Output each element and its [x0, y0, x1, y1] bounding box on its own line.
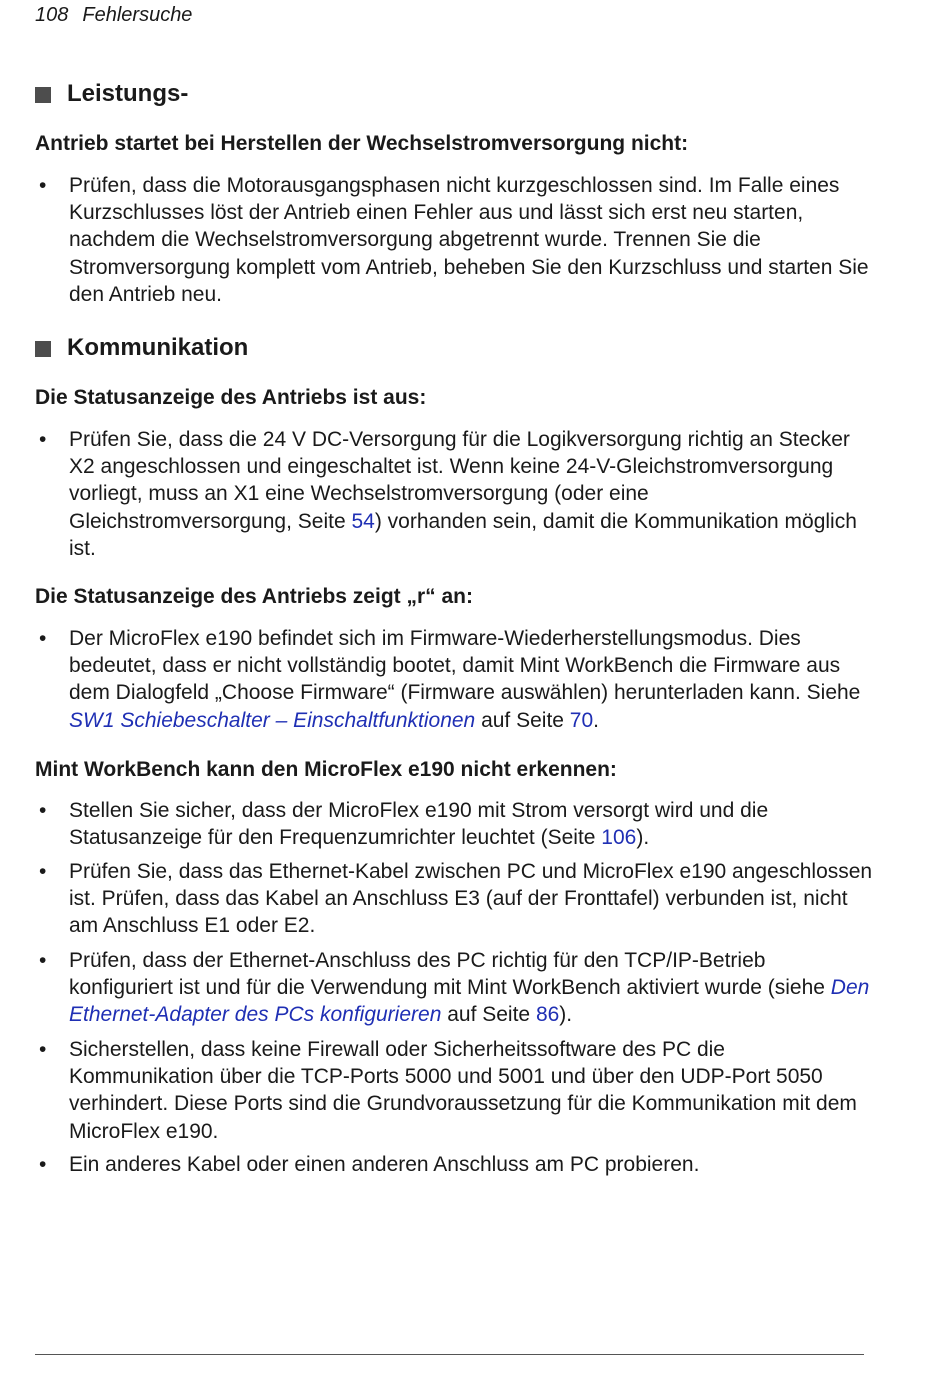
cross-reference-link[interactable]: SW1 Schiebeschalter – Einschaltfunktionen [69, 708, 476, 732]
bullet-icon: • [39, 1153, 47, 1176]
chapter-title: Fehlersuche [82, 4, 193, 26]
section-title: Kommunikation [67, 334, 249, 361]
issue-heading: Mint WorkBench kann den MicroFlex e190 nicht erkennen: [35, 758, 617, 781]
list-item [35, 426, 875, 562]
square-bullet-icon [35, 87, 51, 103]
issue-heading: Die Statusanzeige des Antriebs ist aus: [35, 386, 427, 409]
list-item [35, 858, 875, 940]
list-item [35, 947, 875, 1029]
list-item [35, 1151, 875, 1178]
list-item-text: Sicherstellen, dass keine Firewall oder Sicherheitssoftware des PC die Kommunikation über die TCP-Ports 5000 und 5001 und über den UDP-Port 5050 verhindert. Diese Ports sind die Grundvoraussetzung für die Kommunikation mit dem MicroFlex e190. [69, 1038, 857, 1143]
bullet-icon: • [39, 860, 47, 883]
section-heading-communication [35, 334, 248, 362]
page-number: 108 [35, 4, 69, 26]
list-item-text: Prüfen Sie, dass das Ethernet-Kabel zwischen PC und MicroFlex e190 angeschlossen ist. Prüfen, dass das Kabel an Anschluss E3 (auf der Fronttafel) verbunden ist, nicht am Anschluss E1 oder E2. [69, 860, 873, 938]
list-item-text: Stellen Sie sicher, dass der MicroFlex e190 mit Strom versorgt wird und die Statusanzeige für den Frequenzumrichter leuchtet (Seite 106). [69, 799, 769, 850]
bullet-icon: • [39, 627, 47, 650]
list-item-text: Prüfen Sie, dass die 24 V DC-Versorgung für die Logikversorgung richtig an Stecker X2 angeschlossen und eingeschaltet ist. Wenn keine 24-V-Gleichstromversorgung vorliegt, muss an X1 eine Wechselstromversorgung (oder eine Gleichstromversorgung, Seite 54) vorhanden sein, damit die Kommunikation möglich ist. [69, 428, 857, 560]
bullet-icon: • [39, 799, 47, 822]
page-link-70[interactable]: 70 [569, 708, 594, 732]
list-item-text: Der MicroFlex e190 befindet sich im Firmware-Wiederherstellungsmodus. Dies bedeutet, dass er nicht vollständig bootet, damit Mint WorkBench die Firmware aus dem Dialogfeld „Choose Firmware“ (Firmware auswählen) herunterladen kann. Siehe SW1 Schiebeschalter – Einschaltfunktionen auf Seite 70. [69, 627, 861, 732]
issue-heading: Die Statusanzeige des Antriebs zeigt „r“ an: [35, 585, 473, 608]
page-link-106[interactable]: 106 [601, 826, 637, 850]
list-item-text: Ein anderes Kabel oder einen anderen Anschluss am PC probieren. [69, 1153, 700, 1176]
list-item [35, 172, 875, 308]
list-item [35, 797, 875, 851]
list-item-text: Prüfen, dass der Ethernet-Anschluss des PC richtig für den TCP/IP-Betrieb konfiguriert ist und für die Verwendung mit Mint WorkBench aktiviert wurde (siehe Den Ethernet-Adapter des PCs konfigurieren auf Seite 86). [69, 949, 870, 1027]
list-item [35, 625, 875, 734]
page-link-86[interactable]: 86 [535, 1003, 560, 1027]
footer-divider [35, 1354, 864, 1355]
bullet-icon: • [39, 428, 47, 451]
bullet-icon: • [39, 174, 47, 197]
cross-reference-link[interactable]: Den Ethernet-Adapter des PCs konfigurieren [69, 976, 870, 1027]
bullet-icon: • [39, 949, 47, 972]
square-bullet-icon [35, 341, 51, 357]
section-heading-power [35, 80, 188, 108]
page-link-54[interactable]: 54 [351, 509, 375, 533]
list-item-text: Prüfen, dass die Motorausgangsphasen nicht kurzgeschlossen sind. Im Falle eines Kurzschlusses löst der Antrieb einen Fehler aus und lässt sich erst neu starten, nachdem die Wechselstromversorgung abgetrennt wurde. Trennen Sie die Stromversorgung komplett vom Antrieb, beheben Sie den Kurzschluss und starten Sie den Antrieb neu. [69, 174, 869, 306]
issue-heading: Antrieb startet bei Herstellen der Wechselstromversorgung nicht: [35, 132, 689, 155]
bullet-icon: • [39, 1038, 47, 1061]
section-title: Leistungs- [67, 80, 189, 107]
list-item [35, 1036, 875, 1145]
page-header [35, 4, 192, 27]
